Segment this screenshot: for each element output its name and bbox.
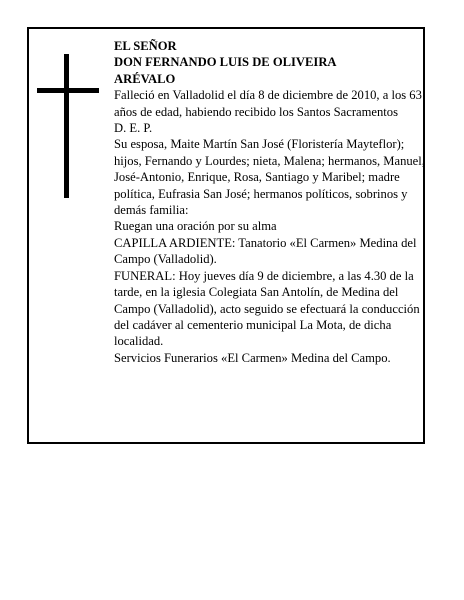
chapel-info: CAPILLA ARDIENTE: Tanatorio «El Carmen» Medina del Campo (Valladolid).: [114, 235, 417, 267]
funeral-services: Servicios Funerarios «El Carmen» Medina del Campo.: [114, 350, 391, 365]
rip-text: D. E. P.: [114, 121, 153, 136]
cross-icon: [37, 54, 99, 198]
cross-vertical-bar: [64, 54, 69, 198]
death-info: Falleció en Valladolid el día 8 de diciembre de 2010, a los 63 años de edad, habiendo recibido los Santos Sacramentos: [114, 88, 422, 119]
obituary-text: [114, 38, 426, 366]
prayer-request: Ruegan una oración por su alma: [114, 219, 277, 234]
title-line-2: DON FERNANDO LUIS DE OLIVEIRA: [114, 55, 337, 70]
title-line-3: ARÉVALO: [114, 71, 176, 86]
cross-horizontal-bar: [37, 88, 99, 93]
funeral-info: FUNERAL: Hoy jueves día 9 de diciembre, a las 4.30 de la tarde, en la iglesia Colegiata San Antolín, de Medina del Campo (Valladolid), acto seguido se efectuará la conducción del cadáver al cementerio municipal La Mota, de dicha localidad.: [114, 268, 420, 349]
title-line-1: EL SEÑOR: [114, 39, 177, 53]
family-list: Su esposa, Maite Martín San José (Floristería Mayteflor); hijos, Fernando y Lourdes; nieta, Malena; hermanos, Manuel, José-Antonio, Enrique, Rosa, Santiago y Maribel; madre política, Eufrasia San José; hermanos políticos, sobrinos y demás familia:: [114, 137, 425, 218]
